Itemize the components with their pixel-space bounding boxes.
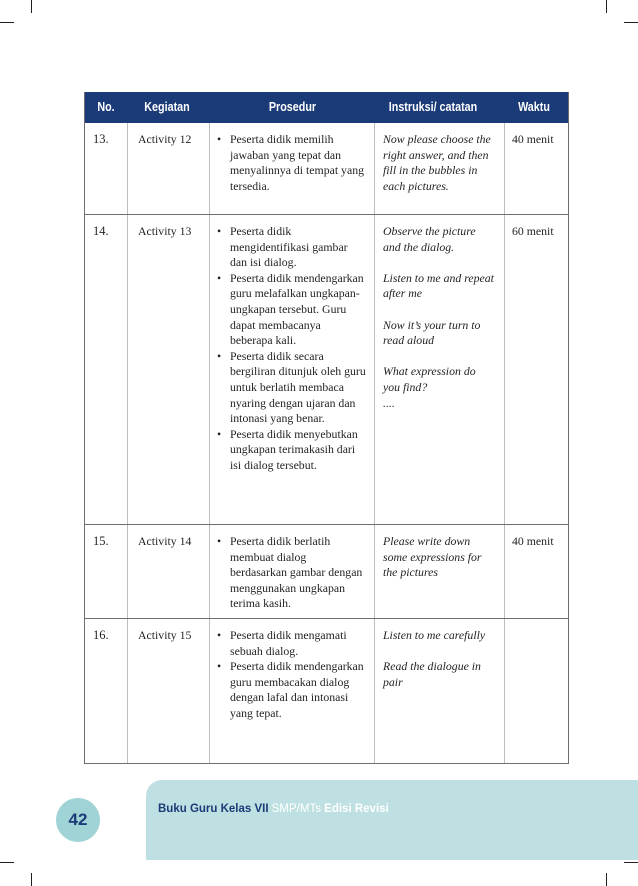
- cell-no: 13.: [93, 132, 109, 146]
- list-item: • Peserta didik mengamati sebuah dialog.: [216, 628, 366, 659]
- cell-no: 14.: [93, 224, 109, 238]
- page-number: 42: [56, 798, 100, 842]
- cell-kegiatan: Activity 15: [138, 628, 192, 642]
- instruction-text: Please write down some expressions for the pictures: [383, 534, 482, 580]
- crop-mark: [606, 873, 607, 886]
- list-item: • Peserta didik secara bergiliran ditunjuk oleh guru untuk berlatih membaca nyaring dengan ujaran dan intonasi yang benar.: [216, 349, 366, 427]
- crop-mark: [0, 862, 14, 863]
- list-item: • Peserta didik memilih jawaban yang tepat dan menyalinnya di tempat yang tersedia.: [216, 132, 366, 194]
- crop-mark: [0, 22, 14, 23]
- instruction-text: Read the dialogue in pair: [383, 659, 481, 689]
- instruction-text: Now please choose the right answer, and then fill in the bubbles in each pictures.: [383, 132, 491, 193]
- activity-table: [84, 92, 569, 764]
- book-title: Buku Guru Kelas VII: [158, 803, 269, 815]
- column-divider: [209, 123, 210, 763]
- cell-kegiatan: Activity 14: [138, 534, 192, 548]
- instruction-text: ....: [383, 395, 395, 410]
- header-no: No.: [97, 100, 115, 114]
- cell-kegiatan: Activity 12: [138, 132, 192, 146]
- cell-instruksi: [383, 224, 495, 411]
- header-waktu: Waktu: [518, 100, 550, 114]
- column-divider: [374, 123, 375, 763]
- cell-no: 16.: [93, 628, 109, 642]
- row-divider: [85, 524, 568, 525]
- book-level: SMP/MTs: [271, 803, 321, 815]
- cell-waktu: 40 menit: [512, 534, 554, 548]
- cell-instruksi: [383, 534, 495, 581]
- list-item: • Peserta didik mendengarkan guru melafalkan ungkapan-ungkapan tersebut. Guru dapat membacanya beberapa kali.: [216, 271, 366, 349]
- cell-instruksi: [383, 628, 495, 690]
- cell-waktu: 60 menit: [512, 224, 554, 238]
- instruction-text: Listen to me and repeat after me: [383, 270, 494, 301]
- column-divider: [504, 123, 505, 763]
- footer-band: [146, 780, 638, 860]
- crop-mark: [31, 873, 32, 886]
- cell-kegiatan: Activity 13: [138, 224, 192, 238]
- column-divider: [127, 123, 128, 763]
- cell-prosedur: [216, 224, 366, 474]
- crop-mark: [624, 862, 638, 863]
- instruction-text: Now it’s your turn to read aloud: [383, 317, 481, 348]
- row-divider: [85, 618, 568, 619]
- crop-mark: [606, 0, 607, 13]
- list-item: • Peserta didik berlatih membuat dialog berdasarkan gambar dengan menggunakan ungkapan terima kasih.: [216, 534, 366, 612]
- cell-instruksi: [383, 132, 495, 194]
- footer-title: [158, 803, 389, 815]
- cell-waktu: 40 menit: [512, 132, 554, 146]
- cell-prosedur: [216, 132, 366, 194]
- instruction-text: Listen to me carefully: [383, 628, 486, 642]
- crop-mark: [624, 22, 638, 23]
- book-edition: Edisi Revisi: [324, 803, 389, 815]
- crop-mark: [31, 0, 32, 13]
- header-kegiatan: Kegiatan: [144, 100, 190, 114]
- header-prosedur: Prosedur: [268, 100, 317, 114]
- list-item: • Peserta didik menyebutkan ungkapan terimakasih dari isi dialog tersebut.: [216, 427, 366, 474]
- list-item: • Peserta didik mendengarkan guru membacakan dialog dengan lafal dan intonasi yang tepat.: [216, 659, 366, 721]
- row-divider: [85, 214, 568, 215]
- instruction-text: What expression do you find?: [383, 364, 476, 394]
- table-header: [85, 92, 568, 123]
- cell-prosedur: [216, 534, 366, 612]
- instruction-text: Observe the picture and the dialog.: [383, 224, 476, 254]
- cell-prosedur: [216, 628, 366, 722]
- cell-no: 15.: [93, 534, 109, 548]
- list-item: • Peserta didik mengidentifikasi gambar dan isi dialog.: [216, 224, 366, 271]
- header-instruksi: Instruksi/ catatan: [388, 100, 478, 114]
